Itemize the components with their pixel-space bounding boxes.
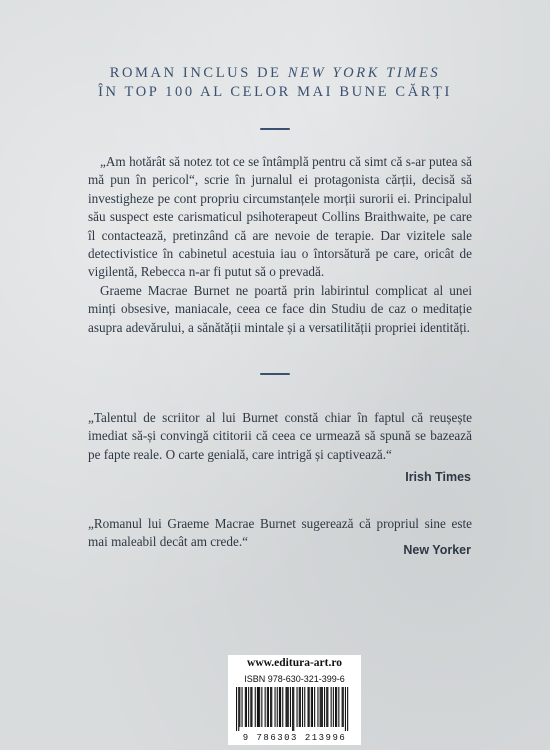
divider-middle: [260, 373, 290, 375]
barcode-panel: [228, 655, 361, 745]
publisher-website: www.editura-art.ro: [247, 657, 342, 669]
review-source-1: Irish Times: [405, 470, 471, 484]
divider-top: [260, 128, 290, 130]
header-newspaper-name: NEW YORK TIMES: [287, 65, 441, 81]
synopsis-paragraph-1: „Am hotărât să notez tot ce se întâmplă pentru că simt că s-ar putea să mă pun în pericol“, scrie în jurnalul ei protagonista cărții, decisă să investigheze pe cont propriu circumstanțele morții surorii ei. Principalul său suspect este carismaticul psihoterapeut Collins Braithwaite, pe care îl contactează, pretinzând că are nevoie de terapie. Dar vizitele sale detectivistice în cabinetul acestuia iau o întorsătură pe care, oricât de vigilentă, Rebecca n-ar fi putut să o prevadă.: [88, 154, 472, 280]
header-line-1: [0, 64, 550, 83]
review-quote-1: „Talentul de scriitor al lui Burnet constă chiar în faptul că reușește imediat să-și convingă cititorii că ceea ce urmează să spună se bazează pe fapte reale. O carte genială, care intrigă și captivează.“: [88, 410, 472, 462]
header-line-2: ÎN TOP 100 AL CELOR MAI BUNE CĂRȚI: [98, 84, 452, 100]
barcode-bars: [236, 687, 353, 731]
header-line-1-prefix: ROMAN INCLUS DE: [109, 65, 288, 81]
isbn-label: ISBN 978-630-321-399-6: [244, 674, 345, 684]
header-blurb: [0, 64, 550, 102]
synopsis-paragraph-2: Graeme Macrae Burnet ne poartă prin labirintul complicat al unei minți obsesive, maniacale, ceea ce face din Studiu de caz o meditație asupra adevărului, a sănătății mintale și a versatilității propriei identități.: [88, 282, 472, 335]
review-source-2: New Yorker: [403, 543, 471, 557]
synopsis: [88, 153, 472, 337]
barcode-digits: 9 786303 213996: [242, 733, 347, 743]
review-quote-2: „Romanul lui Graeme Macrae Burnet sugerează că propriul sine este mai maleabil decât am crede.“: [88, 516, 472, 550]
